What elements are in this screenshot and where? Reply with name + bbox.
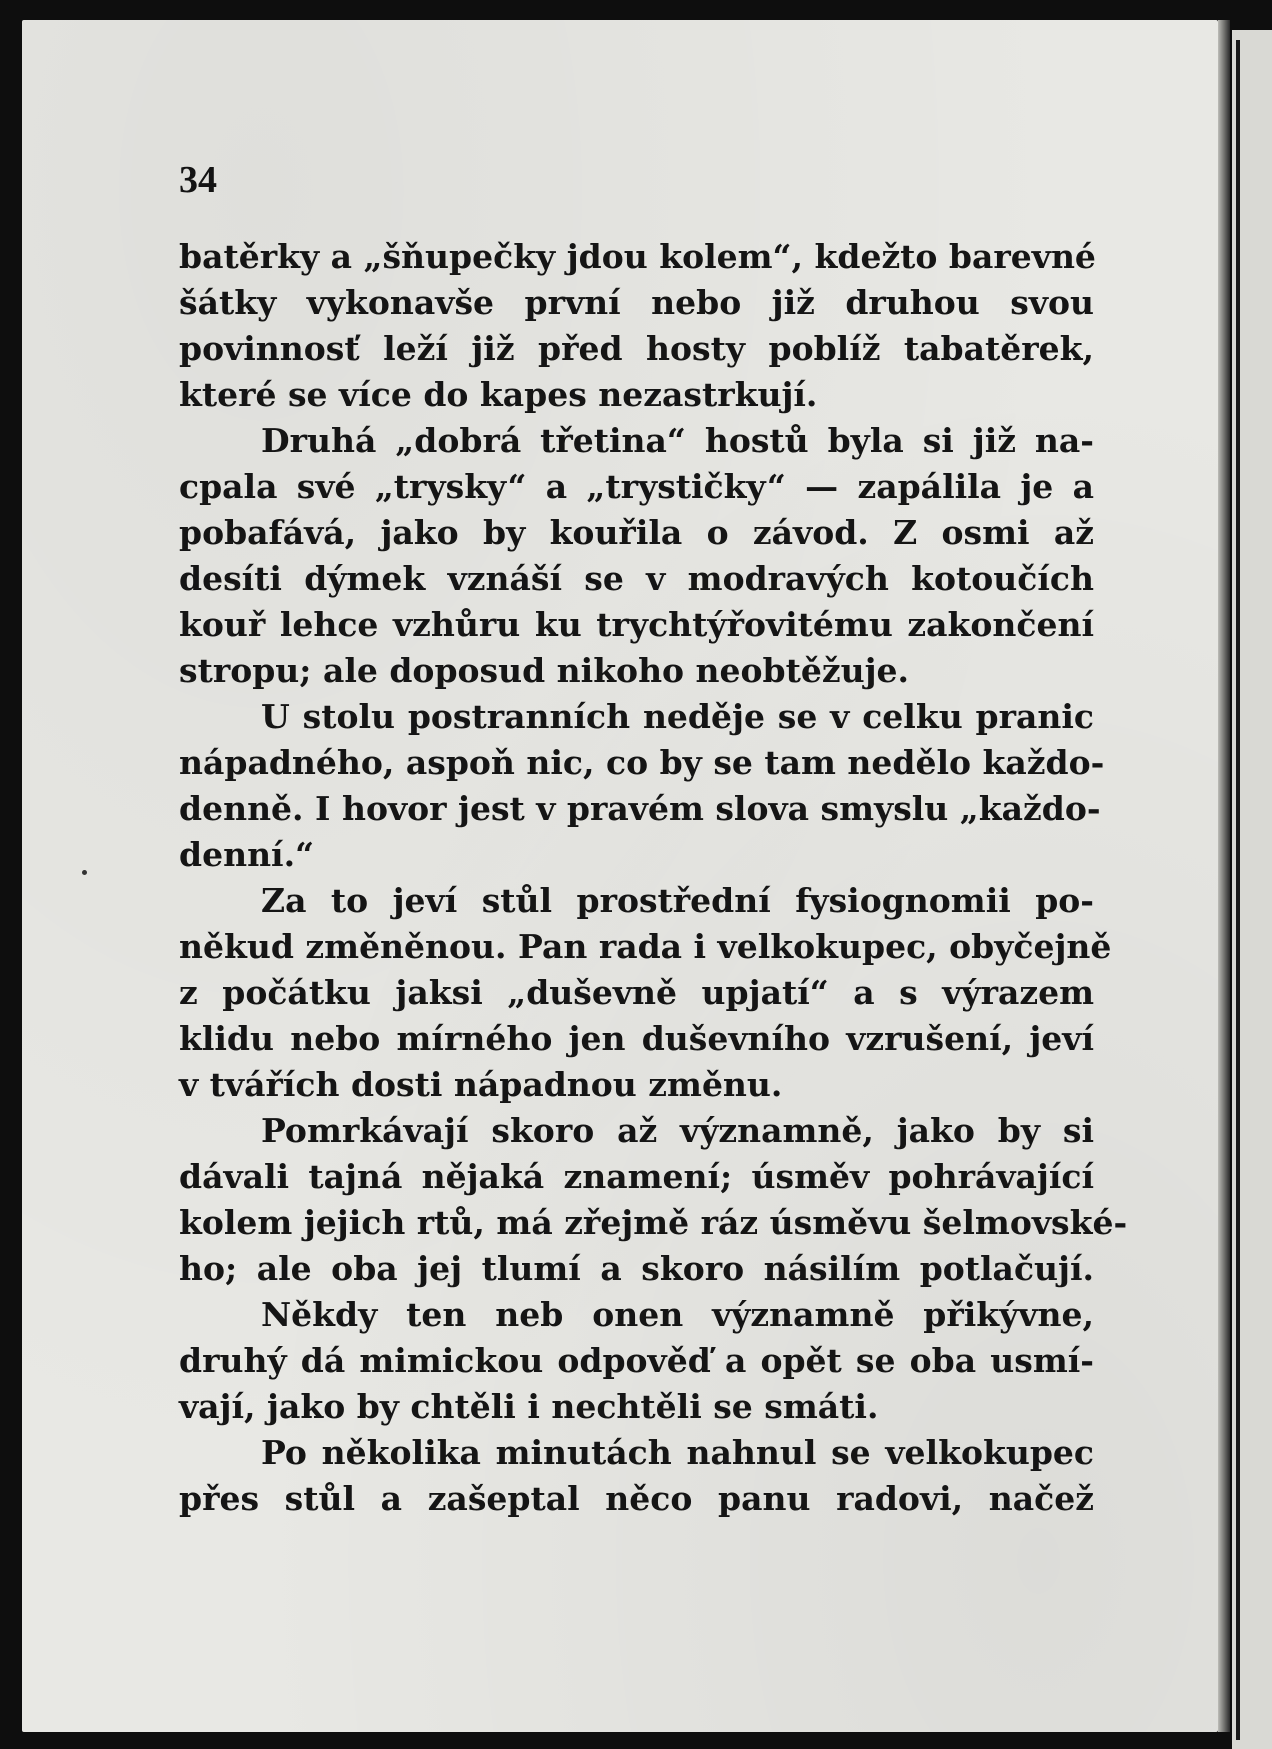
text-line: ho; ale oba jej tlumí a skoro násilím potlačují. [179,1249,1094,1288]
text-line: druhý dá mimickou odpověď a opět se oba usmí- [179,1341,1094,1380]
text-line: stropu; ale doposud nikoho neobtěžuje. [179,651,910,690]
text-line: povinnosť leží již před hosty poblíž tabatěrek, [179,329,1094,368]
text-line: Pomrkávají skoro až významně, jako by si [261,1111,1094,1150]
text-line: kouř lehce vzhůru ku trychtýřovitému zakončení [179,605,1094,644]
page-gutter-shadow [1218,20,1230,1732]
text-line: Za to jeví stůl prostřední fysiognomii po- [261,881,1094,920]
text-line: pobafává, jako by kouřila o závod. Z osmi až [179,513,1094,552]
text-line: U stolu postranních neděje se v celku pranic [261,697,1094,736]
text-line: přes stůl a zašeptal něco panu radovi, načež [179,1479,1094,1518]
text-line: v tvářích dosti nápadnou změnu. [179,1065,783,1104]
text-line: někud změněnou. Pan rada i velkokupec, obyčejně [179,927,1112,966]
text-line: nápadného, aspoň nic, co by se tam nedělo každo- [179,743,1105,782]
adjacent-page-border [1236,40,1240,1740]
text-line: cpala své „trysky“ a „trystičky“ — zapálila je a [179,467,1094,506]
text-line: šátky vykonavše první nebo již druhou svou [179,283,1094,322]
text-line: vají, jako by chtěli i nechtěli se smáti. [179,1387,879,1426]
text-line: z počátku jaksi „duševně upjatí“ a s výrazem [179,973,1094,1012]
text-line: denní.“ [179,835,315,874]
text-line: Po několika minutách nahnul se velkokupec [261,1433,1094,1472]
text-line: desíti dýmek vznáší se v modravých kotoučích [179,559,1094,598]
text-line: denně. I hovor jest v pravém slova smyslu „každo- [179,789,1101,828]
text-line: batěrky a „šňupečky jdou kolem“, kdežto barevné [179,237,1096,276]
text-line: dávali tajná nějaká znamení; úsměv pohrávající [179,1157,1094,1196]
margin-speck [82,870,87,875]
text-line: kolem jejich rtů, má zřejmě ráz úsměvu šelmovské- [179,1203,1128,1242]
body-text [179,234,1128,1522]
text-line: Někdy ten neb onen významně přikývne, [261,1295,1094,1334]
text-line: klidu nebo mírného jen duševního vzrušení, jeví [179,1019,1094,1058]
text-line: které se více do kapes nezastrkují. [179,375,818,414]
page-number: 34 [179,159,217,201]
text-line: Druhá „dobrá třetina“ hostů byla si již na- [261,421,1094,460]
